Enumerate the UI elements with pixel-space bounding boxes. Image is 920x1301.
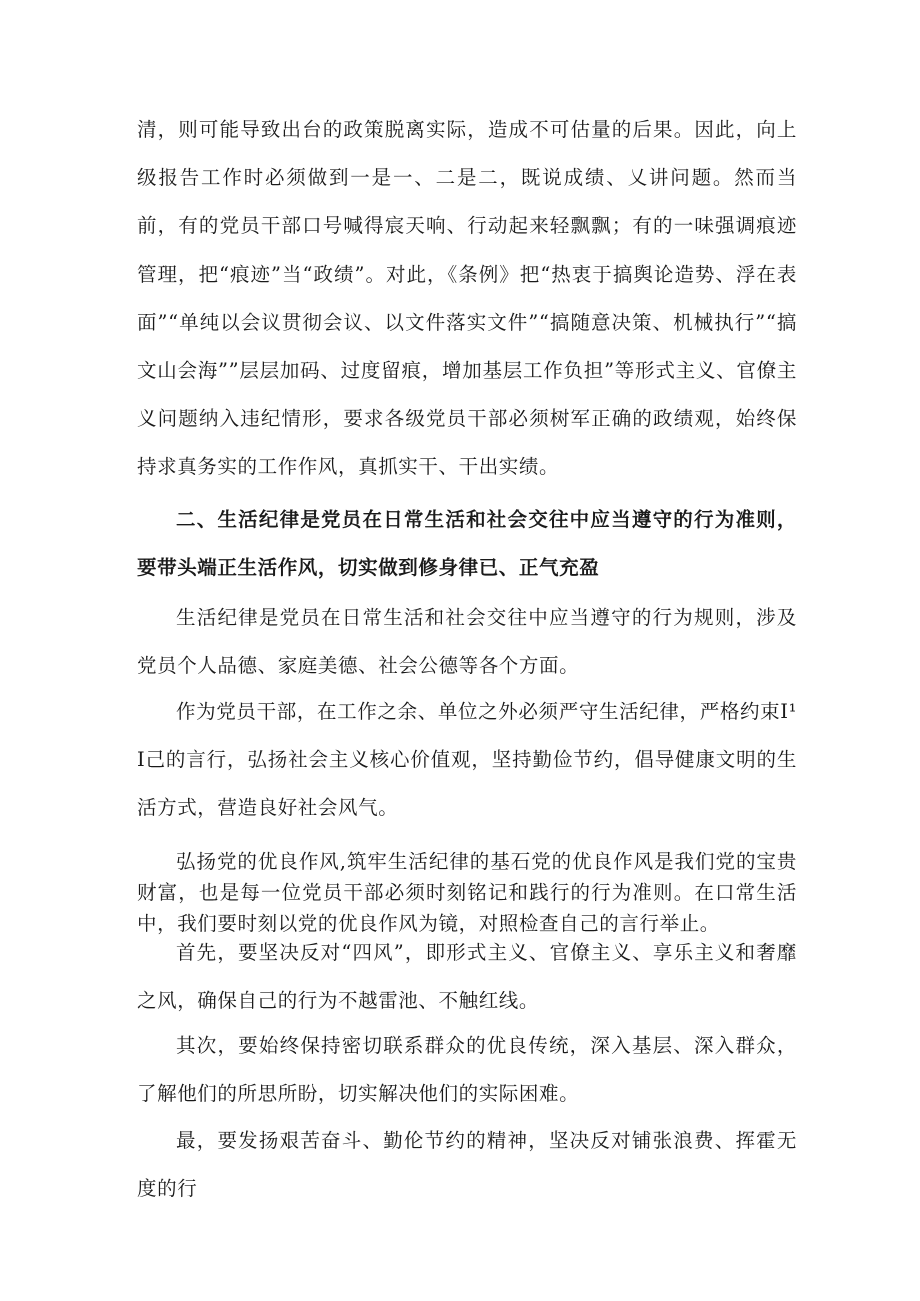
section-heading: 二、生活纪律是党员在日常生活和社会交往中应当遵守的行为准则，要带头端正生活作风，切实做到修身律已、正气充盈 [137, 508, 797, 580]
body-paragraph: 其次，要始终保持密切联系群众的优良传统，深入基层、深入群众，了解他们的所思所盼，切实解决他们的实际困难。 [137, 1034, 797, 1106]
body-paragraph: 清，则可能导致出台的政策脱离实际，造成不可估量的后果。因此，向上级报告工作时必须做到一是一、二是二，既说成绩、乂讲问题。然而当前，有的党员干部口号喊得宸天响、行动起来轻飘飘；有的一味强调痕迹管理，把“痕迹”当“政绩”。对此，《条例》把“热衷于搞舆论造势、浮在表面”“单纯以会议贯彻会议、以文件落实文件”“搞随意决策、机械执行”“搞文山会海””层层加码、过度留痕，增加基层工作负担”等形式主义、官僚主义问题纳入违纪情形，要求各级党员干部必须树军正确的政绩观，始终保持求真务实的工作作风，真抓实干、干出实绩。 [137, 118, 797, 479]
body-paragraph: 最，要发扬艰苦奋斗、勤伦节约的精神，坚决反对铺张浪费、挥霍无度的行 [137, 1129, 797, 1201]
body-paragraph: 弘扬党的优良作风,筑牢生活纪律的基石党的优良作风是我们党的宝贵财富，也是每一位党员干部必须时刻铭记和践行的行为准则。在口常生活中，我们要时刻以党的优良作风为镜，对照检查自己的言行举止。 [137, 850, 797, 935]
body-paragraph: 首先，要坚决反对“四风”，即形式主义、官僚主义、享乐主义和奢靡之风，确保自己的行为不越雷池、不触红线。 [137, 941, 797, 1013]
body-paragraph: 生活纪律是党员在日常生活和社会交往中应当遵守的行为规则，涉及党员个人品德、家庭美德、社会公德等各个方面。 [137, 606, 797, 678]
body-paragraph: 作为党员干部，在工作之余、单位之外必须严守生活纪律，严格约束I¹I己的言行，弘扬社会主义核心价值观，坚持勤俭节约，倡导健康文明的生活方式，营造良好社会风气。 [137, 700, 797, 820]
